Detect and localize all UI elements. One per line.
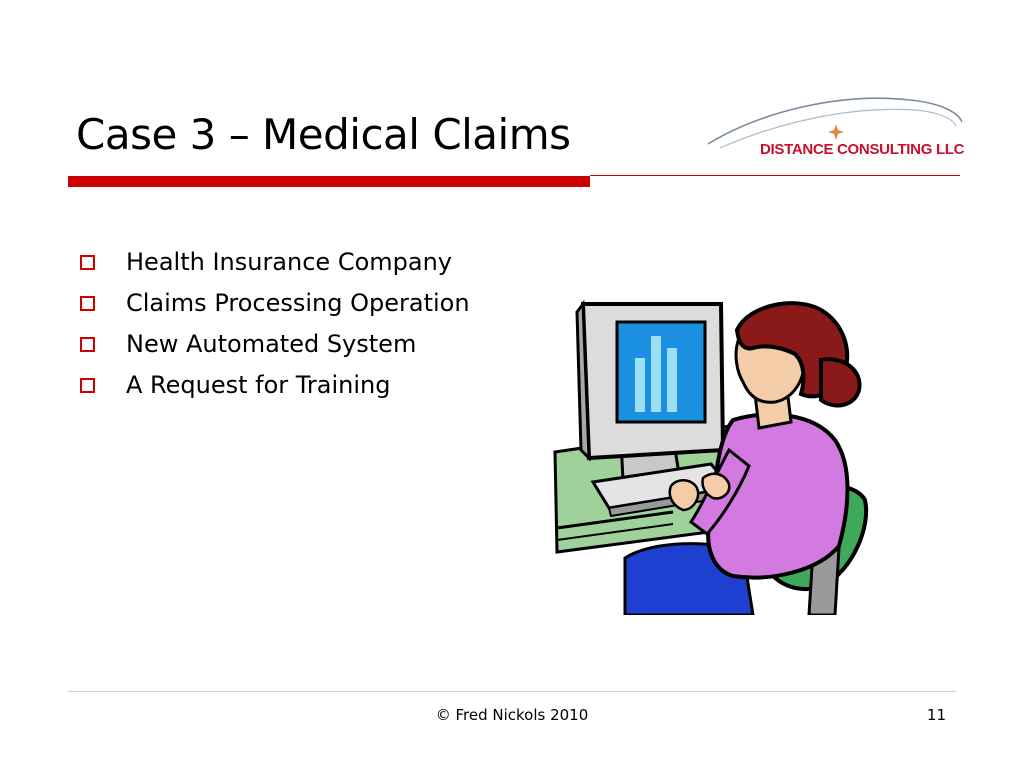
bullet-item	[76, 245, 506, 279]
hollow-square-bullet-icon	[80, 337, 95, 352]
hand-right	[702, 474, 729, 499]
slide-title: Case 3 – Medical Claims	[76, 110, 571, 159]
hollow-square-bullet-icon	[80, 378, 95, 393]
bullet-text: A Request for Training	[126, 371, 391, 399]
page-number: 11	[926, 706, 946, 724]
bullet-text: New Automated System	[126, 330, 417, 358]
bullet-item	[76, 286, 506, 320]
bullet-text: Health Insurance Company	[126, 248, 452, 276]
footer-divider	[68, 691, 956, 692]
bullet-text: Claims Processing Operation	[126, 289, 470, 317]
company-logo	[700, 92, 970, 172]
logo-star-icon	[828, 124, 844, 140]
woman-at-computer-illustration	[553, 290, 873, 615]
hollow-square-bullet-icon	[80, 296, 95, 311]
logo-text: DISTANCE CONSULTING LLC	[760, 141, 965, 158]
hollow-square-bullet-icon	[80, 255, 95, 270]
footer-copyright: © Fred Nickols 2010	[435, 706, 589, 724]
hair-bun	[821, 359, 860, 405]
title-underline-thick	[68, 176, 590, 187]
title-underline-thin	[590, 175, 960, 176]
bullet-item	[76, 368, 506, 402]
bullet-item	[76, 327, 506, 361]
bullet-list	[76, 245, 506, 409]
